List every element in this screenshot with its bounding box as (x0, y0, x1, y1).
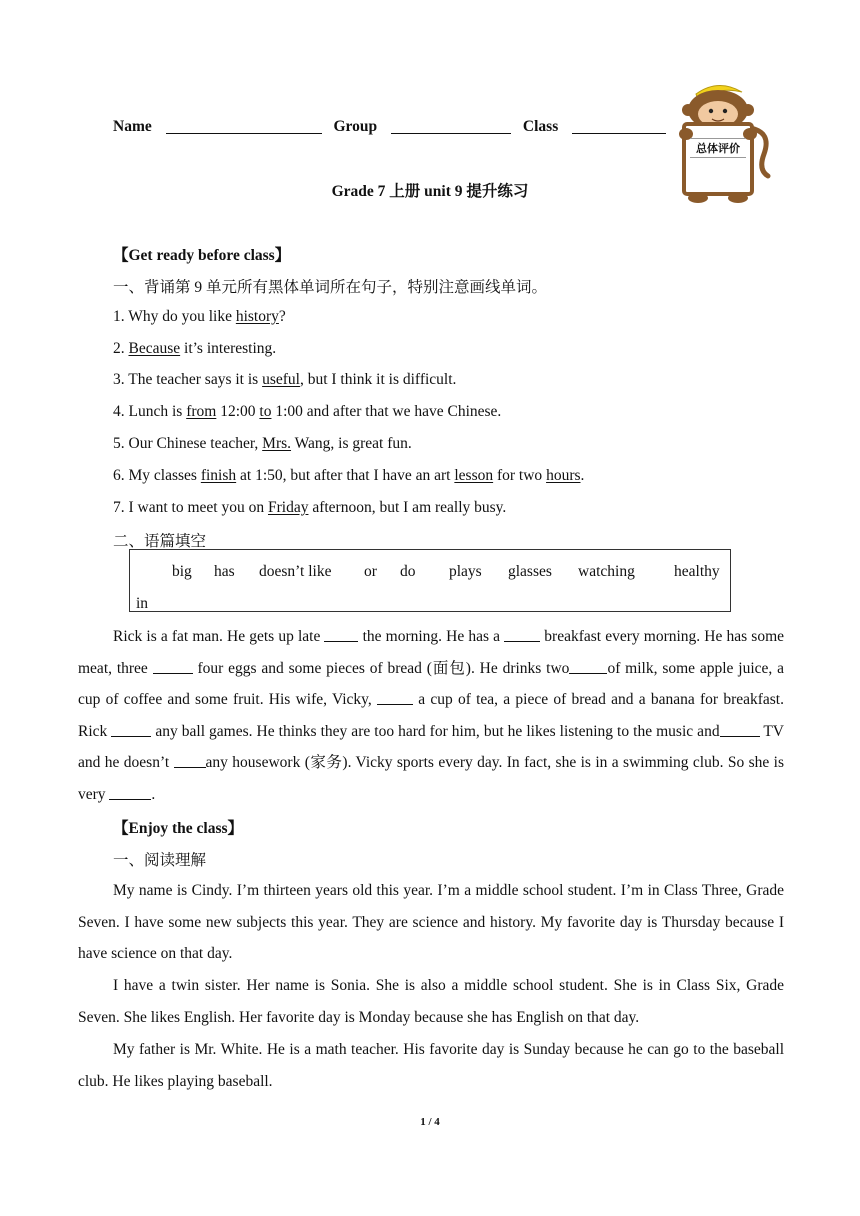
answer-blank-1[interactable] (324, 627, 358, 642)
part2-instruction: 二、语篇填空 (113, 533, 207, 550)
group-label: Group (333, 118, 378, 135)
sentence-5: 5. Our Chinese teacher, Mrs. Wang, is great fun. (113, 435, 412, 452)
word-bank-item: or (364, 563, 377, 580)
page-number: 1 / 4 (420, 1116, 440, 1128)
reading-paragraph-1: My name is Cindy. I’m thirteen years old this year. I’m a middle school student. I’m in Class Three, Grade Seven. I have some new subjects this year. They are science and history. My favorite day is Thursday because I have science on that day. (78, 882, 784, 962)
cloze-passage: Rick is a fat man. He gets up late the morning. He has a breakfast every morning. He has some meat, three four eggs and some pieces of bread (面包). He drinks two of milk, some apple juice, a cup of coffee and some fruit. His wife, Vicky, a cup of tea, a piece of bread and a banana for breakfast. Rick any ball games. He thinks they are too hard for him, but he likes listening to the music and TV and he doesn’t any housework (家务). Vicky sports every day. In fact, she is in a swimming club. So she is very . (78, 628, 785, 803)
part1-instruction: 一、背诵第 9 单元所有黑体单词所在句子，特别注意画线单词。 (113, 279, 548, 296)
answer-blank-5[interactable] (377, 690, 413, 705)
word-bank-item: plays (449, 563, 482, 580)
word-bank-item: watching (578, 563, 635, 580)
answer-blank-8[interactable] (174, 753, 206, 768)
answer-blank-7[interactable] (720, 722, 760, 737)
sentence-1: 1. Why do you like history? (113, 308, 286, 325)
answer-blank-4[interactable] (569, 659, 607, 674)
word-bank-item: doesn’t like (259, 563, 332, 580)
reading-paragraph-3: My father is Mr. White. He is a math teacher. His favorite day is Sunday because he can go to the baseball club. He likes playing baseball. (78, 1041, 784, 1090)
reading-instruction: 一、阅读理解 (113, 852, 207, 869)
group-field[interactable] (391, 117, 511, 134)
answer-blank-2[interactable] (504, 627, 540, 642)
word-bank-item: glasses (508, 563, 552, 580)
worksheet-title: Grade 7 上册 unit 9 提升练习 (331, 183, 529, 200)
sentence-7: 7. I want to meet you on Friday afternoon, but I am really busy. (113, 499, 507, 516)
name-field[interactable] (166, 117, 322, 134)
answer-blank-9[interactable] (109, 785, 151, 800)
student-info-row (113, 117, 666, 136)
name-label: Name (113, 118, 152, 135)
word-bank-box (129, 549, 731, 612)
section-get-ready-heading: 【Get ready before class】 (113, 247, 291, 264)
word-bank-item: big (172, 563, 192, 580)
sentence-4: 4. Lunch is from 12:00 to 1:00 and after that we have Chinese. (113, 403, 502, 420)
sentence-2: 2. Because it’s interesting. (113, 340, 277, 357)
class-field[interactable] (572, 117, 666, 134)
word-bank-item: in (136, 595, 149, 612)
answer-blank-3[interactable] (153, 659, 193, 674)
sentence-3: 3. The teacher says it is useful, but I think it is difficult. (113, 371, 457, 388)
reading-paragraph-2: I have a twin sister. Her name is Sonia. She is also a middle school student. She is in Class Six, Grade Seven. She likes English. Her favorite day is Monday because she has English on that day. (78, 977, 784, 1026)
badge-label: 总体评价 (690, 138, 746, 158)
answer-blank-6[interactable] (111, 722, 151, 737)
sentence-6: 6. My classes finish at 1:50, but after that I have an art lesson for two hours. (113, 467, 585, 484)
word-bank-item: healthy (674, 563, 720, 580)
word-bank-item: do (400, 563, 416, 580)
word-bank-item: has (214, 563, 235, 580)
section-enjoy-class-heading: 【Enjoy the class】 (113, 820, 244, 837)
class-label: Class (522, 118, 559, 135)
